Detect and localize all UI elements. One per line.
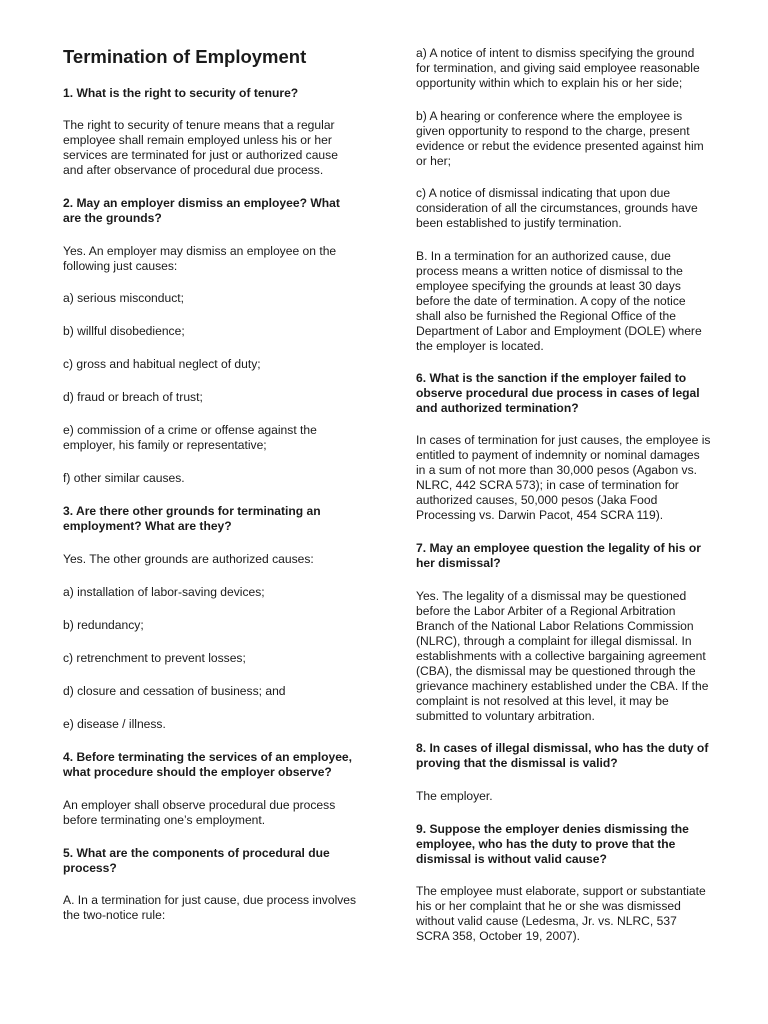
question-9: 9. Suppose the employer denies dismissing the employee, who has the duty to prove that the dismissal is without valid cause? [416, 822, 689, 866]
answer-5-intro: A. In a termination for just cause, due process involves the two-notice rule: [63, 893, 357, 922]
answer-3-intro: Yes. The other grounds are authorized causes: [63, 552, 314, 566]
answer-6: In cases of termination for just causes, the employee is entitled to payment of indemnity or nominal damages in a sum of not more than 30,000 pesos (Agabon vs. NLRC, 442 SCRA 573); in case of termination for authorized causes, 50,000 pesos (Jaka Food Processing vs. Darwin Pacot, 454 SCRA 119). [416, 433, 711, 522]
authorized-cause-process: B. In a termination for an authorized cause, due process means a written notice of dismissal to the employee specifying the grounds at least 30 days before the date of termination. A copy of the notice shall also be furnished the Regional Office of the Department of Labor and Employment (DOLE) where the employer is located. [416, 249, 702, 353]
question-8: 8. In cases of illegal dismissal, who has the duty of proving that the dismissal is valid? [416, 741, 709, 770]
notice-of-dismissal: c) A notice of dismissal indicating that upon due consideration of all the circumstances, grounds have been established to justify termination. [416, 186, 698, 230]
document-title: Termination of Employment [63, 46, 307, 67]
hearing-or-conference: b) A hearing or conference where the employee is given opportunity to respond to the charge, present evidence or rebut the evidence presented against him or her; [416, 109, 704, 168]
question-5: 5. What are the components of procedural due process? [63, 846, 330, 875]
answer-7: Yes. The legality of a dismissal may be questioned before the Labor Arbiter of a Regional Arbitration Branch of the National Labor Relations Commission (NLRC), through a complaint for illegal dismissal. In establishments with a collective bargaining agreement (CBA), the dismissal may be questioned through the grievance machinery established under the CBA. If the complaint is not resolved at this level, it may be submitted to voluntary arbitration. [416, 589, 709, 723]
list-item-crime: e) commission of a crime or offense against the employer, his family or representative; [63, 423, 317, 452]
notice-of-intent: a) A notice of intent to dismiss specifying the ground for termination, and giving said employee reasonable opportunity within which to explain his or her side; [416, 46, 700, 90]
answer-1: The right to security of tenure means that a regular employee shall remain employed unless his or her services are terminated for just or authorized cause and after observance of procedural due process. [63, 118, 338, 177]
list-item-serious-misconduct: a) serious misconduct; [63, 291, 184, 305]
answer-2-intro: Yes. An employer may dismiss an employee on the following just causes: [63, 244, 337, 273]
list-item-disease: e) disease / illness. [63, 717, 166, 731]
question-4: 4. Before terminating the services of an employee, what procedure should the employer observe? [63, 750, 353, 779]
answer-8: The employer. [416, 789, 493, 803]
question-7: 7. May an employee question the legality of his or her dismissal? [416, 541, 701, 570]
question-6: 6. What is the sanction if the employer failed to observe procedural due process in cases of legal and authorized termination? [416, 371, 700, 415]
list-item-willful-disobedience: b) willful disobedience; [63, 324, 185, 338]
question-2: 2. May an employer dismiss an employee? What are the grounds? [63, 196, 340, 225]
question-3: 3. Are there other grounds for terminating an employment? What are they? [63, 504, 321, 533]
list-item-retrenchment: c) retrenchment to prevent losses; [63, 651, 246, 665]
list-item-closure: d) closure and cessation of business; and [63, 684, 286, 698]
list-item-redundancy: b) redundancy; [63, 618, 144, 632]
answer-4: An employer shall observe procedural due process before terminating one’s employment. [63, 798, 336, 827]
list-item-labor-saving: a) installation of labor-saving devices; [63, 585, 265, 599]
question-1: 1. What is the right to security of tenure? [63, 86, 299, 100]
list-item-other-causes: f) other similar causes. [63, 471, 185, 485]
answer-9: The employee must elaborate, support or substantiate his or her complaint that he or she was dismissed without valid cause (Ledesma, Jr. vs. NLRC, 537 SCRA 358, October 19, 2007). [416, 884, 706, 943]
list-item-gross-neglect: c) gross and habitual neglect of duty; [63, 357, 261, 371]
list-item-fraud: d) fraud or breach of trust; [63, 390, 203, 404]
